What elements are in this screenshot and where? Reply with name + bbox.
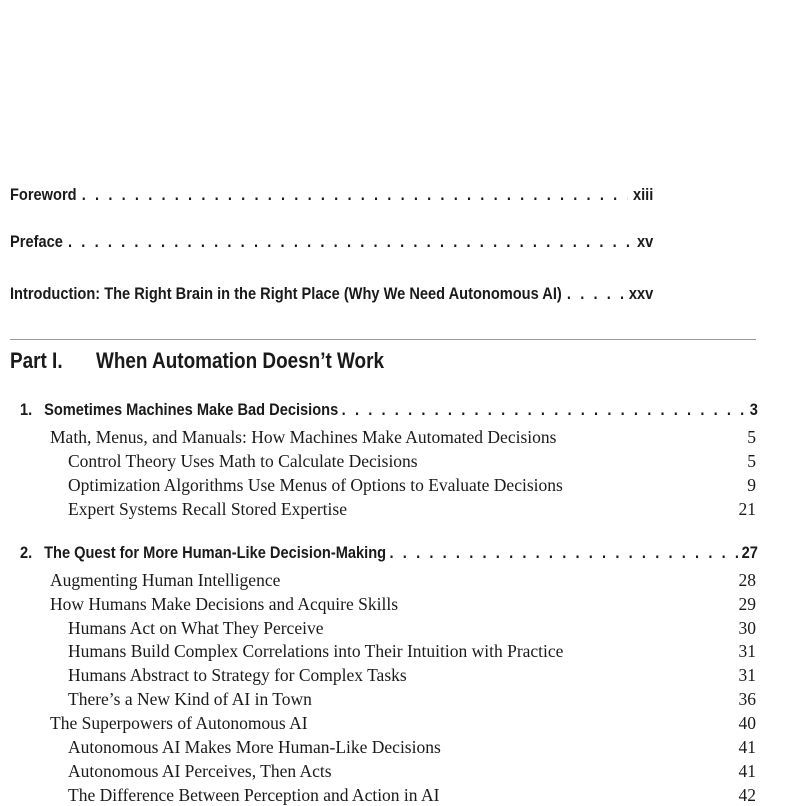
toc-section-page: 31	[738, 641, 756, 661]
toc-section-page: 36	[738, 689, 756, 709]
chapter-title: The Quest for More Human-Like Decision-Making	[44, 543, 387, 562]
toc-entry-page: xv	[637, 232, 654, 251]
part-title: When Automation Doesn’t Work	[96, 348, 385, 373]
toc-entry-title: Preface	[10, 232, 63, 251]
chapter-number: 1.	[20, 400, 33, 419]
dot-leader	[68, 232, 632, 252]
toc-section-page: 9	[747, 475, 756, 495]
toc-subsection[interactable]: There’s a New Kind of AI in Town	[68, 689, 312, 709]
toc-entry-page: xxv	[628, 284, 654, 303]
toc-subsection[interactable]: Optimization Algorithms Use Menus of Options to Evaluate Decisions	[68, 475, 563, 495]
toc-section[interactable]: Math, Menus, and Manuals: How Machines Make Automated Decisions	[50, 427, 557, 447]
toc-section-page: 42	[738, 785, 756, 805]
dot-leader	[390, 543, 739, 563]
divider	[10, 339, 756, 340]
toc-entry-title: Foreword	[10, 185, 77, 204]
toc-entry-title: Introduction: The Right Brain in the Right Place (Why We Need Autonomous AI)	[10, 284, 562, 303]
toc-section[interactable]: The Superpowers of Autonomous AI	[50, 713, 308, 733]
toc-section-page: 29	[738, 594, 756, 614]
toc-section-page: 5	[747, 451, 756, 471]
toc-section-page: 41	[738, 737, 756, 757]
toc-entry-introduction[interactable]	[10, 284, 653, 308]
chapter-number: 2.	[20, 543, 33, 562]
toc-subsection[interactable]: Humans Act on What They Perceive	[68, 618, 324, 638]
toc-subsection[interactable]: Expert Systems Recall Stored Expertise	[68, 499, 347, 519]
toc-subsection[interactable]: The Difference Between Perception and Action in AI	[68, 785, 440, 805]
chapter-page: 3	[749, 400, 758, 419]
toc-section[interactable]: How Humans Make Decisions and Acquire Skills	[50, 594, 399, 614]
toc-entry-page: xiii	[632, 185, 654, 204]
toc-chapter-1[interactable]	[20, 400, 758, 422]
dot-leader	[567, 284, 624, 304]
toc-section-page: 41	[738, 761, 756, 781]
toc-section-page: 40	[738, 713, 756, 733]
toc-entry-preface[interactable]	[10, 232, 653, 256]
toc-section-page: 5	[747, 427, 756, 447]
toc-subsection[interactable]: Autonomous AI Makes More Human-Like Decisions	[68, 737, 441, 757]
toc-entry-foreword[interactable]	[10, 185, 653, 209]
part-heading	[10, 348, 384, 374]
toc-section[interactable]: Augmenting Human Intelligence	[50, 570, 281, 590]
toc-chapter-2[interactable]	[20, 543, 758, 565]
toc-section-page: 30	[738, 618, 756, 638]
toc-subsection[interactable]: Control Theory Uses Math to Calculate Decisions	[68, 451, 418, 471]
toc-section-page: 28	[738, 570, 756, 590]
toc-subsection[interactable]: Humans Abstract to Strategy for Complex Tasks	[68, 665, 407, 685]
dot-leader	[82, 185, 628, 205]
toc-subsection[interactable]: Humans Build Complex Correlations into Their Intuition with Practice	[68, 641, 564, 661]
toc-section-page: 21	[738, 499, 756, 519]
toc-subsection[interactable]: Autonomous AI Perceives, Then Acts	[68, 761, 332, 781]
chapter-page: 27	[741, 543, 758, 562]
dot-leader	[342, 400, 747, 420]
part-number: Part I.	[10, 348, 63, 373]
chapter-title: Sometimes Machines Make Bad Decisions	[44, 400, 339, 419]
toc-section-page: 31	[738, 665, 756, 685]
